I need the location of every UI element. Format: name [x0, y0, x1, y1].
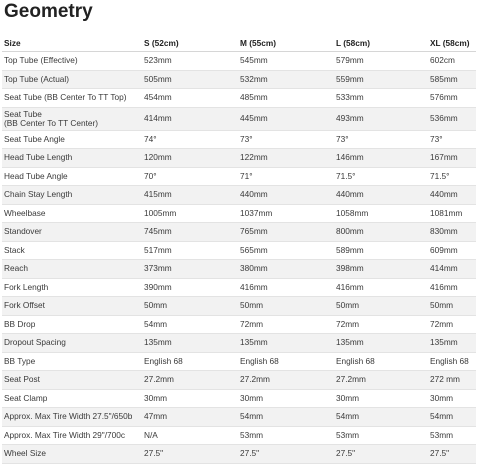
- table-cell: 765mm: [238, 223, 334, 242]
- table-cell: 53mm: [334, 426, 428, 445]
- table-cell: 579mm: [334, 52, 428, 71]
- row-label: Approx. Max Tire Width 29"/700c: [2, 426, 142, 445]
- table-row: [2, 186, 476, 205]
- row-label: Wheelbase: [2, 204, 142, 223]
- header-m: M (55cm): [238, 34, 334, 52]
- table-cell: 53mm: [238, 426, 334, 445]
- table-row: [2, 297, 476, 316]
- table-cell: 135mm: [142, 334, 238, 353]
- header-xl: XL (58cm): [428, 34, 476, 52]
- table-cell: 485mm: [238, 89, 334, 108]
- table-cell: 135mm: [334, 334, 428, 353]
- row-label: Head Tube Angle: [2, 167, 142, 186]
- table-cell: 1058mm: [334, 204, 428, 223]
- table-row: [2, 278, 476, 297]
- table-row: [2, 371, 476, 390]
- table-cell: 50mm: [334, 297, 428, 316]
- table-row: [2, 315, 476, 334]
- row-label: BB Type: [2, 352, 142, 371]
- row-label: BB Drop: [2, 315, 142, 334]
- table-cell: 416mm: [428, 278, 476, 297]
- table-cell: 493mm: [334, 107, 428, 130]
- table-header-row: [2, 34, 476, 52]
- row-label: Seat Clamp: [2, 389, 142, 408]
- table-cell: 1037mm: [238, 204, 334, 223]
- table-cell: 589mm: [334, 241, 428, 260]
- table-cell: English 68: [334, 352, 428, 371]
- table-cell: 71.5°: [428, 167, 476, 186]
- table-cell: 72mm: [334, 315, 428, 334]
- row-label: Stack: [2, 241, 142, 260]
- row-label: Dropout Spacing: [2, 334, 142, 353]
- table-row: [2, 107, 476, 130]
- table-row: [2, 130, 476, 149]
- row-label: Top Tube (Actual): [2, 70, 142, 89]
- table-cell: 71.5°: [334, 167, 428, 186]
- geometry-table: [2, 34, 476, 464]
- table-row: [2, 408, 476, 427]
- table-cell: 517mm: [142, 241, 238, 260]
- table-cell: 167mm: [428, 149, 476, 168]
- table-row: [2, 445, 476, 464]
- table-cell: 414mm: [428, 260, 476, 279]
- table-cell: 398mm: [334, 260, 428, 279]
- table-cell: 54mm: [334, 408, 428, 427]
- table-cell: 390mm: [142, 278, 238, 297]
- table-cell: 27.5": [142, 445, 238, 464]
- table-cell: 30mm: [142, 389, 238, 408]
- table-cell: 415mm: [142, 186, 238, 205]
- table-cell: 30mm: [428, 389, 476, 408]
- table-cell: 30mm: [238, 389, 334, 408]
- table-cell: 27.5": [334, 445, 428, 464]
- table-row: [2, 89, 476, 108]
- table-cell: 54mm: [238, 408, 334, 427]
- row-label: Wheel Size: [2, 445, 142, 464]
- row-label: Seat Post: [2, 371, 142, 390]
- table-cell: 73°: [334, 130, 428, 149]
- table-cell: 536mm: [428, 107, 476, 130]
- table-cell: 440mm: [238, 186, 334, 205]
- table-cell: 1081mm: [428, 204, 476, 223]
- table-cell: 800mm: [334, 223, 428, 242]
- table-cell: 50mm: [428, 297, 476, 316]
- table-cell: 505mm: [142, 70, 238, 89]
- table-cell: 27.5": [428, 445, 476, 464]
- table-cell: 532mm: [238, 70, 334, 89]
- table-cell: 559mm: [334, 70, 428, 89]
- table-cell: 135mm: [428, 334, 476, 353]
- table-cell: 53mm: [428, 426, 476, 445]
- table-row: [2, 241, 476, 260]
- table-cell: 523mm: [142, 52, 238, 71]
- table-cell: 454mm: [142, 89, 238, 108]
- table-row: [2, 334, 476, 353]
- table-cell: 445mm: [238, 107, 334, 130]
- row-label: Fork Offset: [2, 297, 142, 316]
- page-title: Geometry: [4, 1, 93, 22]
- table-cell: 380mm: [238, 260, 334, 279]
- table-cell: 830mm: [428, 223, 476, 242]
- table-cell: 50mm: [238, 297, 334, 316]
- table-cell: 71°: [238, 167, 334, 186]
- table-cell: N/A: [142, 426, 238, 445]
- table-cell: 27.2mm: [334, 371, 428, 390]
- table-cell: 585mm: [428, 70, 476, 89]
- table-row: [2, 149, 476, 168]
- table-cell: 30mm: [334, 389, 428, 408]
- table-row: [2, 70, 476, 89]
- table-cell: 135mm: [238, 334, 334, 353]
- table-cell: 70°: [142, 167, 238, 186]
- row-label: Chain Stay Length: [2, 186, 142, 205]
- table-cell: 72mm: [428, 315, 476, 334]
- table-cell: 272 mm: [428, 371, 476, 390]
- table-cell: 73°: [428, 130, 476, 149]
- table-cell: 576mm: [428, 89, 476, 108]
- table-row: [2, 223, 476, 242]
- table-cell: 440mm: [428, 186, 476, 205]
- row-label: Approx. Max Tire Width 27.5"/650b: [2, 408, 142, 427]
- table-cell: 1005mm: [142, 204, 238, 223]
- table-cell: 565mm: [238, 241, 334, 260]
- row-label: Seat Tube (BB Center To TT Center): [2, 107, 142, 130]
- table-cell: 416mm: [238, 278, 334, 297]
- table-cell: English 68: [238, 352, 334, 371]
- table-cell: 414mm: [142, 107, 238, 130]
- table-cell: 602cm: [428, 52, 476, 71]
- table-row: [2, 260, 476, 279]
- row-label: Seat Tube (BB Center To TT Top): [2, 89, 142, 108]
- table-row: [2, 52, 476, 71]
- row-label: Reach: [2, 260, 142, 279]
- table-cell: English 68: [428, 352, 476, 371]
- row-label: Seat Tube Angle: [2, 130, 142, 149]
- table-row: [2, 426, 476, 445]
- table-cell: 533mm: [334, 89, 428, 108]
- table-cell: 73°: [238, 130, 334, 149]
- table-cell: 373mm: [142, 260, 238, 279]
- table-cell: 122mm: [238, 149, 334, 168]
- table-cell: 54mm: [428, 408, 476, 427]
- table-cell: 146mm: [334, 149, 428, 168]
- table-row: [2, 204, 476, 223]
- table-cell: 54mm: [142, 315, 238, 334]
- row-label: Head Tube Length: [2, 149, 142, 168]
- table-cell: 74°: [142, 130, 238, 149]
- table-cell: 47mm: [142, 408, 238, 427]
- table-row: [2, 352, 476, 371]
- table-cell: 745mm: [142, 223, 238, 242]
- table-cell: 27.2mm: [238, 371, 334, 390]
- table-row: [2, 389, 476, 408]
- row-label: Fork Length: [2, 278, 142, 297]
- header-l: L (58cm): [334, 34, 428, 52]
- table-cell: 50mm: [142, 297, 238, 316]
- row-label: Standover: [2, 223, 142, 242]
- table-cell: 72mm: [238, 315, 334, 334]
- table-cell: English 68: [142, 352, 238, 371]
- table-cell: 27.5": [238, 445, 334, 464]
- table-cell: 545mm: [238, 52, 334, 71]
- table-cell: 609mm: [428, 241, 476, 260]
- row-label: Top Tube (Effective): [2, 52, 142, 71]
- header-s: S (52cm): [142, 34, 238, 52]
- table-cell: 120mm: [142, 149, 238, 168]
- table-cell: 27.2mm: [142, 371, 238, 390]
- table-row: [2, 167, 476, 186]
- table-cell: 416mm: [334, 278, 428, 297]
- table-cell: 440mm: [334, 186, 428, 205]
- header-size: Size: [2, 34, 142, 52]
- table-body: [2, 52, 476, 464]
